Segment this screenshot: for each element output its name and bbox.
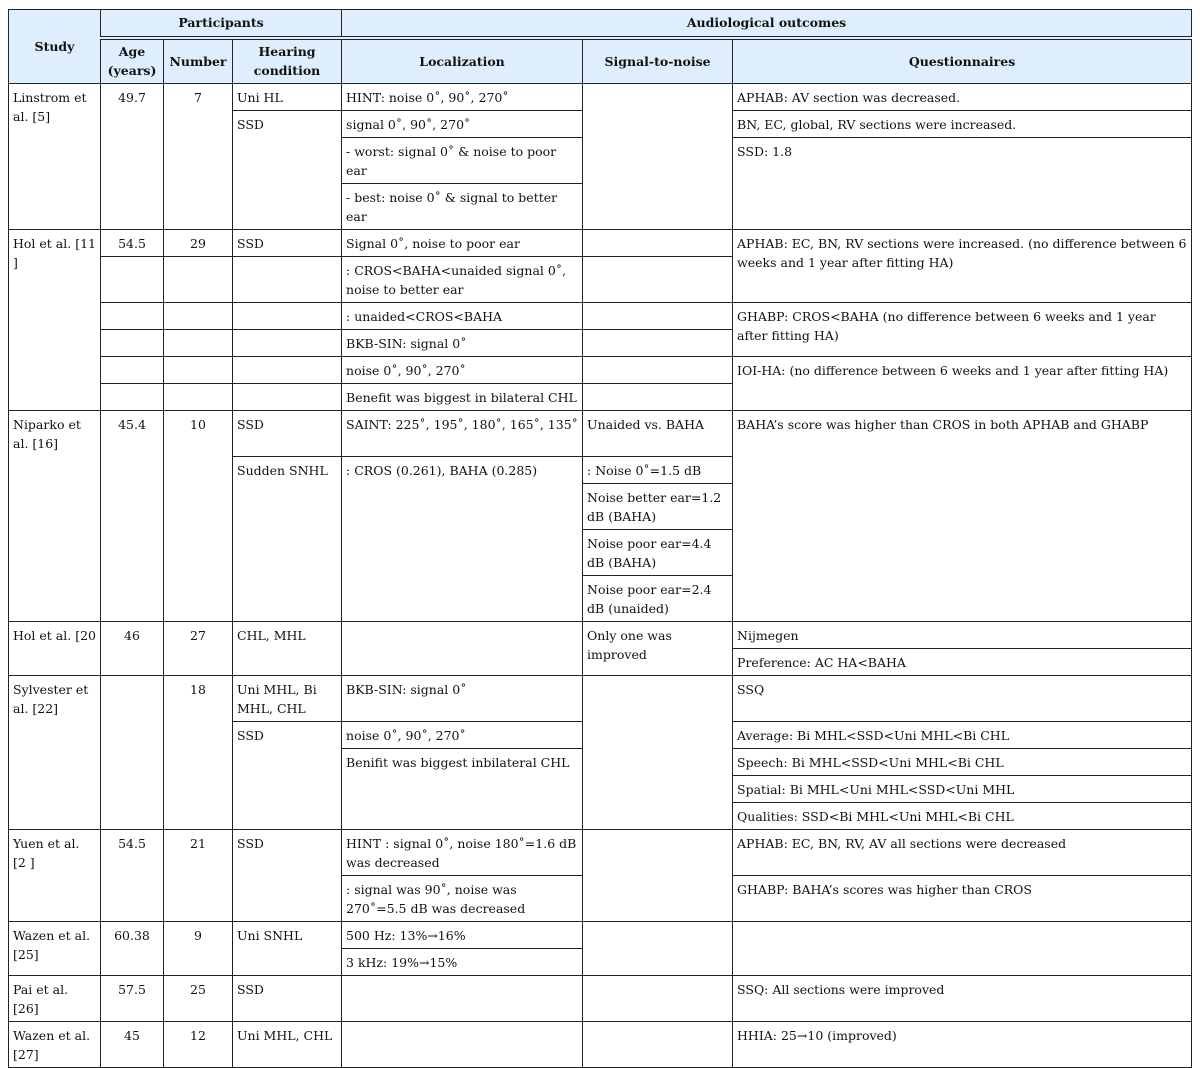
localization-cell: BKB-SIN: signal 0˚ <box>342 330 583 357</box>
table-row <box>9 676 1192 722</box>
table-row <box>9 84 1192 111</box>
table-row <box>9 230 1192 257</box>
study-cell: Hol et al. [20 <box>9 622 101 676</box>
signal-to-noise-cell <box>583 303 733 330</box>
signal-to-noise-cell <box>583 976 733 1022</box>
questionnaires-cell: GHABP: CROS<BAHA (no difference between 6 weeks and 1 year after fitting HA) <box>733 303 1192 357</box>
localization-cell: signal 0˚, 90˚, 270˚ <box>342 111 583 138</box>
number-cell <box>164 330 233 357</box>
table-row <box>9 830 1192 876</box>
header-audiological-outcomes: Audiological outcomes <box>342 10 1192 38</box>
localization-cell <box>342 622 583 676</box>
questionnaires-cell: HHIA: 25→10 (improved) <box>733 1022 1192 1068</box>
audiological-outcomes-table <box>8 9 1192 1068</box>
header-number: Number <box>164 38 233 84</box>
hearing-condition-cell: SSD <box>233 830 342 922</box>
questionnaires-cell: BAHA’s score was higher than CROS in both APHAB and GHABP <box>733 411 1192 622</box>
hearing-condition-cell <box>233 303 342 330</box>
age-cell <box>101 257 164 303</box>
questionnaires-cell: Spatial: Bi MHL<Uni MHL<SSD<Uni MHL <box>733 776 1192 803</box>
localization-cell: HINT: noise 0˚, 90˚, 270˚ <box>342 84 583 111</box>
hearing-condition-cell: Uni HL <box>233 84 342 111</box>
age-cell: 45.4 <box>101 411 164 622</box>
age-cell: 54.5 <box>101 830 164 922</box>
study-cell: Niparko et al. [16] <box>9 411 101 622</box>
questionnaires-cell: APHAB: AV section was decreased. <box>733 84 1192 111</box>
signal-to-noise-cell <box>583 330 733 357</box>
questionnaires-cell: SSQ: All sections were improved <box>733 976 1192 1022</box>
hearing-condition-cell: SSD <box>233 230 342 257</box>
questionnaires-cell: APHAB: EC, BN, RV, AV all sections were decreased <box>733 830 1192 876</box>
header-signal-to-noise: Signal-to-noise <box>583 38 733 84</box>
hearing-condition-cell: Sudden SNHL <box>233 457 342 622</box>
signal-to-noise-cell <box>583 84 733 230</box>
table-row <box>9 357 1192 384</box>
number-cell <box>164 384 233 411</box>
study-cell: Linstrom et al. [5] <box>9 84 101 230</box>
signal-to-noise-cell <box>583 922 733 976</box>
number-cell <box>164 257 233 303</box>
table-row <box>9 622 1192 649</box>
age-cell: 49.7 <box>101 84 164 230</box>
number-cell: 10 <box>164 411 233 622</box>
signal-to-noise-cell: Unaided vs. BAHA <box>583 411 733 457</box>
header-questionnaires: Questionnaires <box>733 38 1192 84</box>
study-cell: Pai et al. [26] <box>9 976 101 1022</box>
age-cell: 57.5 <box>101 976 164 1022</box>
localization-cell: Benefit was biggest in bilateral CHL <box>342 384 583 411</box>
signal-to-noise-cell <box>583 676 733 830</box>
signal-to-noise-cell: Noise better ear=1.2 dB (BAHA) <box>583 484 733 530</box>
hearing-condition-cell <box>233 330 342 357</box>
localization-cell: : signal was 90˚, noise was 270˚=5.5 dB was decreased <box>342 876 583 922</box>
hearing-condition-cell: SSD <box>233 411 342 457</box>
localization-cell: : CROS<BAHA<unaided signal 0˚, noise to better ear <box>342 257 583 303</box>
age-cell <box>101 303 164 330</box>
table-row <box>9 411 1192 457</box>
localization-cell: - best: noise 0˚ & signal to better ear <box>342 184 583 230</box>
localization-cell: : CROS (0.261), BAHA (0.285) <box>342 457 583 622</box>
age-cell: 45 <box>101 1022 164 1068</box>
header-age: Age (years) <box>101 38 164 84</box>
questionnaires-cell: Qualities: SSD<Bi MHL<Uni MHL<Bi CHL <box>733 803 1192 830</box>
age-cell: 46 <box>101 622 164 676</box>
age-cell <box>101 676 164 830</box>
hearing-condition-cell <box>233 257 342 303</box>
signal-to-noise-cell: Noise poor ear=4.4 dB (BAHA) <box>583 530 733 576</box>
number-cell: 21 <box>164 830 233 922</box>
age-cell: 60.38 <box>101 922 164 976</box>
signal-to-noise-cell: Noise poor ear=2.4 dB (unaided) <box>583 576 733 622</box>
signal-to-noise-cell <box>583 384 733 411</box>
questionnaires-cell: SSD: 1.8 <box>733 138 1192 230</box>
hearing-condition-cell: Uni MHL, CHL <box>233 1022 342 1068</box>
table-row <box>9 922 1192 949</box>
localization-cell: noise 0˚, 90˚, 270˚ <box>342 357 583 384</box>
study-cell: Yuen et al. [2 ] <box>9 830 101 922</box>
number-cell: 27 <box>164 622 233 676</box>
header-localization: Localization <box>342 38 583 84</box>
table-header <box>9 10 1192 84</box>
table-row <box>9 976 1192 1022</box>
signal-to-noise-cell <box>583 257 733 303</box>
signal-to-noise-cell <box>583 830 733 922</box>
localization-cell: 3 kHz: 19%→15% <box>342 949 583 976</box>
questionnaires-cell: Nijmegen <box>733 622 1192 649</box>
signal-to-noise-cell: Only one was improved <box>583 622 733 676</box>
number-cell: 29 <box>164 230 233 257</box>
questionnaires-cell: Speech: Bi MHL<SSD<Uni MHL<Bi CHL <box>733 749 1192 776</box>
localization-cell: 500 Hz: 13%→16% <box>342 922 583 949</box>
questionnaires-cell: BN, EC, global, RV sections were increased. <box>733 111 1192 138</box>
signal-to-noise-cell <box>583 1022 733 1068</box>
header-hearing-condition: Hearing condition <box>233 38 342 84</box>
questionnaires-cell: SSQ <box>733 676 1192 722</box>
age-cell <box>101 384 164 411</box>
signal-to-noise-cell <box>583 230 733 257</box>
signal-to-noise-cell <box>583 357 733 384</box>
number-cell <box>164 303 233 330</box>
localization-cell: noise 0˚, 90˚, 270˚ <box>342 722 583 749</box>
questionnaires-cell: APHAB: EC, BN, RV sections were increased. (no difference between 6 weeks and 1 year after fitting HA) <box>733 230 1192 303</box>
header-participants: Participants <box>101 10 342 38</box>
number-cell: 9 <box>164 922 233 976</box>
questionnaires-cell <box>733 922 1192 976</box>
questionnaires-cell: Average: Bi MHL<SSD<Uni MHL<Bi CHL <box>733 722 1192 749</box>
number-cell: 18 <box>164 676 233 830</box>
signal-to-noise-cell: : Noise 0˚=1.5 dB <box>583 457 733 484</box>
hearing-condition-cell: Uni SNHL <box>233 922 342 976</box>
localization-cell <box>342 976 583 1022</box>
hearing-condition-cell: SSD <box>233 111 342 230</box>
questionnaires-cell: GHABP: BAHA’s scores was higher than CROS <box>733 876 1192 922</box>
localization-cell: : unaided<CROS<BAHA <box>342 303 583 330</box>
hearing-condition-cell: CHL, MHL <box>233 622 342 676</box>
study-cell: Sylvester et al. [22] <box>9 676 101 830</box>
study-cell: Hol et al. [11 ] <box>9 230 101 411</box>
number-cell <box>164 357 233 384</box>
questionnaires-cell: Preference: AC HA<BAHA <box>733 649 1192 676</box>
age-cell: 54.5 <box>101 230 164 257</box>
document-page <box>8 9 1192 1068</box>
hearing-condition-cell: Uni MHL, Bi MHL, CHL <box>233 676 342 722</box>
questionnaires-cell: IOI-HA: (no difference between 6 weeks and 1 year after fitting HA) <box>733 357 1192 411</box>
hearing-condition-cell: SSD <box>233 976 342 1022</box>
localization-cell <box>342 1022 583 1068</box>
number-cell: 12 <box>164 1022 233 1068</box>
localization-cell: Benifit was biggest inbilateral CHL <box>342 749 583 830</box>
age-cell <box>101 357 164 384</box>
number-cell: 7 <box>164 84 233 230</box>
hearing-condition-cell: SSD <box>233 722 342 830</box>
localization-cell: HINT : signal 0˚, noise 180˚=1.6 dB was decreased <box>342 830 583 876</box>
number-cell: 25 <box>164 976 233 1022</box>
hearing-condition-cell <box>233 384 342 411</box>
localization-cell: Signal 0˚, noise to poor ear <box>342 230 583 257</box>
localization-cell: BKB-SIN: signal 0˚ <box>342 676 583 722</box>
table-row <box>9 1022 1192 1068</box>
localization-cell: - worst: signal 0˚ & noise to poor ear <box>342 138 583 184</box>
header-study: Study <box>9 10 101 84</box>
study-cell: Wazen et al. [25] <box>9 922 101 976</box>
localization-cell: SAINT: 225˚, 195˚, 180˚, 165˚, 135˚ <box>342 411 583 457</box>
study-cell: Wazen et al. [27] <box>9 1022 101 1068</box>
table-row <box>9 303 1192 330</box>
hearing-condition-cell <box>233 357 342 384</box>
age-cell <box>101 330 164 357</box>
